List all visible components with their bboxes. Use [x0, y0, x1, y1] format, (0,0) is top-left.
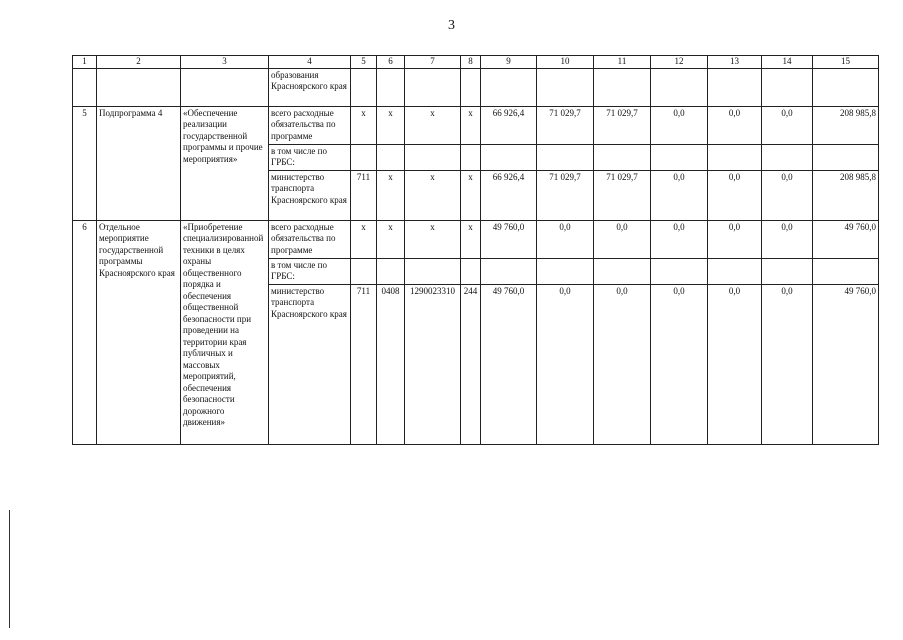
cell-recipient: в том числе по ГРБС: — [269, 258, 351, 284]
cell-grbs: 711 — [351, 284, 377, 444]
header-cell: 2 — [97, 56, 181, 69]
row-number: 5 — [73, 106, 97, 220]
cell-value: 0,0 — [651, 284, 708, 444]
cell-value: 0,0 — [537, 220, 594, 258]
header-row — [73, 56, 879, 69]
cell-value: 71 029,7 — [594, 170, 651, 220]
cell-vr: х — [461, 106, 481, 144]
cell-value: 0,0 — [762, 220, 813, 258]
cell-csr: х — [405, 106, 461, 144]
header-cell: 7 — [405, 56, 461, 69]
scan-margin-line — [9, 510, 10, 628]
program-title: «Приобретение специализированной техники в целях охраны общественного порядка и обеспечения общественной безопасности при проведении на территории края публичных и массовых мероприятий, обеспечения безопасности дорожного движения» — [181, 220, 269, 444]
cell-value: 0,0 — [708, 284, 762, 444]
cell-total: 49 760,0 — [813, 284, 879, 444]
header-cell: 8 — [461, 56, 481, 69]
row-number: 6 — [73, 220, 97, 444]
cell-csr: 1290023310 — [405, 284, 461, 444]
cell-value: 0,0 — [594, 284, 651, 444]
cell-vr: 244 — [461, 284, 481, 444]
cell-value: 0,0 — [651, 170, 708, 220]
cell-value: 0,0 — [708, 106, 762, 144]
cell-csr: х — [405, 220, 461, 258]
cell-csr: х — [405, 170, 461, 220]
header-cell: 15 — [813, 56, 879, 69]
cell-section: х — [377, 220, 405, 258]
header-cell: 6 — [377, 56, 405, 69]
cell-value: 0,0 — [594, 220, 651, 258]
program-name: Отдельное мероприятие государственной программы Красноярского края — [97, 220, 181, 444]
header-cell: 5 — [351, 56, 377, 69]
cell-value: 0,0 — [762, 284, 813, 444]
cell-value: 0,0 — [537, 284, 594, 444]
cell-total: 208 985,8 — [813, 170, 879, 220]
program-name: Подпрограмма 4 — [97, 106, 181, 220]
page-number: 3 — [448, 18, 455, 33]
cell-value: 0,0 — [762, 170, 813, 220]
budget-table — [72, 55, 879, 445]
cell-value: 0,0 — [651, 106, 708, 144]
header-cell: 1 — [73, 56, 97, 69]
cell-section: х — [377, 170, 405, 220]
header-cell: 4 — [269, 56, 351, 69]
cell-recipient: всего расходные обязательства по программе — [269, 106, 351, 144]
header-cell: 13 — [708, 56, 762, 69]
cell-vr: х — [461, 220, 481, 258]
cell-total: 49 760,0 — [813, 220, 879, 258]
cell-value: 66 926,4 — [481, 170, 537, 220]
cell-recipient: в том числе по ГРБС: — [269, 144, 351, 170]
cell-value: 0,0 — [651, 220, 708, 258]
cell-recipient: министерство транспорта Красноярского края — [269, 284, 351, 444]
table-row — [73, 220, 879, 258]
table-row — [73, 106, 879, 144]
program-title: «Обеспечение реализации государственной программы и прочие мероприятия» — [181, 106, 269, 220]
cell-section: х — [377, 106, 405, 144]
header-cell: 14 — [762, 56, 813, 69]
cell-grbs: 711 — [351, 170, 377, 220]
cell-value: 0,0 — [762, 106, 813, 144]
cell-recipient: министерство транспорта Красноярского края — [269, 170, 351, 220]
cell-recipient: всего расходные обязательства по программе — [269, 220, 351, 258]
cell-section: 0408 — [377, 284, 405, 444]
cell-grbs: х — [351, 106, 377, 144]
header-cell: 12 — [651, 56, 708, 69]
cell-total: 208 985,8 — [813, 106, 879, 144]
header-cell: 10 — [537, 56, 594, 69]
cell-value: 71 029,7 — [594, 106, 651, 144]
cell-value: 49 760,0 — [481, 284, 537, 444]
cell-grbs: х — [351, 220, 377, 258]
header-cell: 11 — [594, 56, 651, 69]
cell-value: 49 760,0 — [481, 220, 537, 258]
cell-vr: х — [461, 170, 481, 220]
cell-recipient: образования Красноярского края — [269, 68, 351, 106]
cell-value: 71 029,7 — [537, 170, 594, 220]
cell-value: 0,0 — [708, 220, 762, 258]
header-cell: 9 — [481, 56, 537, 69]
header-cell: 3 — [181, 56, 269, 69]
cell-value: 0,0 — [708, 170, 762, 220]
cell-value: 66 926,4 — [481, 106, 537, 144]
table-row — [73, 68, 879, 106]
cell-value: 71 029,7 — [537, 106, 594, 144]
